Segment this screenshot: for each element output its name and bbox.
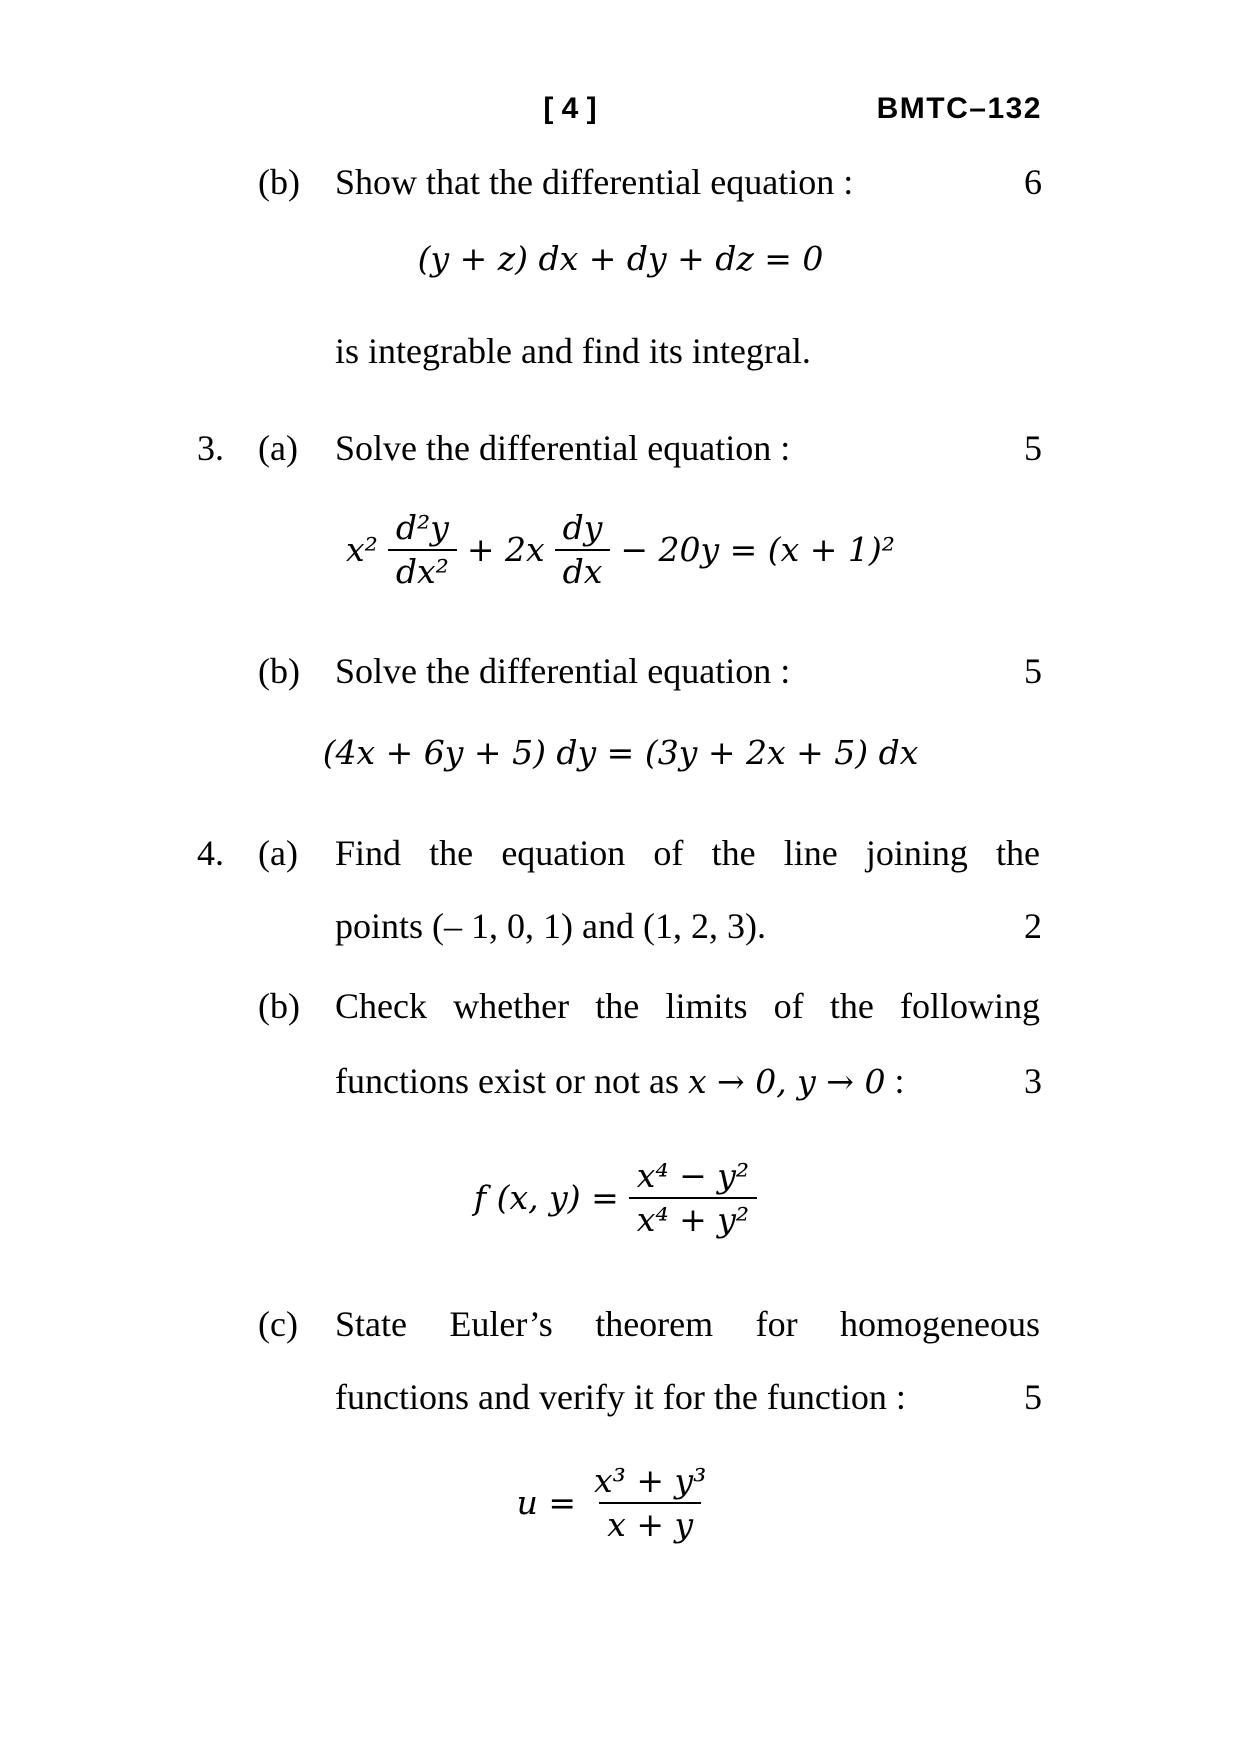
q3a-eq-term2: + 2x (466, 530, 545, 570)
q4a-continuation: points (– 1, 0, 1) and (1, 2, 3). (335, 906, 766, 946)
q4a-label: (a) (258, 833, 298, 873)
q2b-marks: 6 (1024, 162, 1042, 202)
q3a-eq-frac2-denominator: dx (555, 549, 611, 591)
q4a-text: Find the equation of the line joining the (335, 833, 1040, 873)
q4c-marks: 5 (1024, 1377, 1042, 1417)
q3a-eq-frac2-numerator: dy (562, 508, 603, 548)
q3a-eq-term3: − 20y = (x + 1)² (620, 530, 895, 570)
q4b-continuation (335, 1061, 904, 1102)
q3-number: 3. (197, 428, 224, 468)
q2b-label: (b) (258, 162, 300, 202)
q4c-equation (0, 1453, 1241, 1553)
q2b-equation (0, 240, 1241, 278)
q4b-eq-fraction (629, 1157, 757, 1239)
q4b-text: Check whether the limits of the following (335, 986, 1040, 1026)
q3b-equation-text: (4x + 6y + 5) dy = (3y + 2x + 5) dx (322, 733, 919, 772)
q3a-marks: 5 (1024, 428, 1042, 468)
q4b-line2-post: : (885, 1061, 905, 1101)
q4-number: 4. (197, 833, 224, 873)
q3a-text: Solve the differential equation : (335, 428, 791, 468)
q4b-eq-lhs: f (x, y) = (473, 1177, 619, 1217)
q3a-equation (0, 505, 1241, 595)
q4b-line2-math: x → 0, y → 0 (687, 1062, 886, 1101)
q3b-text: Solve the differential equation : (335, 651, 791, 691)
q3b-marks: 5 (1024, 651, 1042, 691)
q2b-text: Show that the differential equation : (335, 162, 854, 202)
q4c-eq-fraction (586, 1462, 714, 1544)
q4b-eq-denominator: x⁴ + y² (629, 1197, 757, 1239)
q4c-eq-denominator: x + y (599, 1502, 701, 1544)
page-number: [ 4 ] (543, 92, 597, 125)
q4c-label: (c) (258, 1304, 298, 1344)
q4b-line2-pre: functions exist or not as (335, 1061, 688, 1101)
q3a-eq-frac1-denominator: dx² (388, 549, 457, 591)
q4a-marks: 2 (1024, 906, 1042, 946)
q3a-eq-frac1-numerator: d²y (395, 508, 449, 548)
q4b-eq-numerator: x⁴ − y² (636, 1155, 750, 1195)
paper-code: BMTC–132 (876, 92, 1042, 125)
q4b-marks: 3 (1024, 1061, 1042, 1101)
q2b-equation-text: (y + z) dx + dy + dz = 0 (417, 239, 824, 278)
q3a-eq-fraction1 (388, 509, 457, 591)
q4b-equation (0, 1150, 1241, 1245)
q4c-eq-lhs: u = (516, 1483, 577, 1523)
q3b-label: (b) (258, 651, 300, 691)
q4b-label: (b) (258, 986, 300, 1026)
q3a-eq-fraction2 (555, 509, 611, 591)
q4c-eq-numerator: x³ + y³ (594, 1461, 707, 1501)
q4c-continuation: functions and verify it for the function : (335, 1377, 906, 1417)
q3b-equation (0, 734, 1241, 772)
q3a-label: (a) (258, 428, 298, 468)
q4c-text: State Euler’s theorem for homogeneous (335, 1304, 1040, 1344)
q2b-continuation: is integrable and find its integral. (335, 331, 811, 371)
q3a-eq-term1: x² (346, 530, 378, 570)
